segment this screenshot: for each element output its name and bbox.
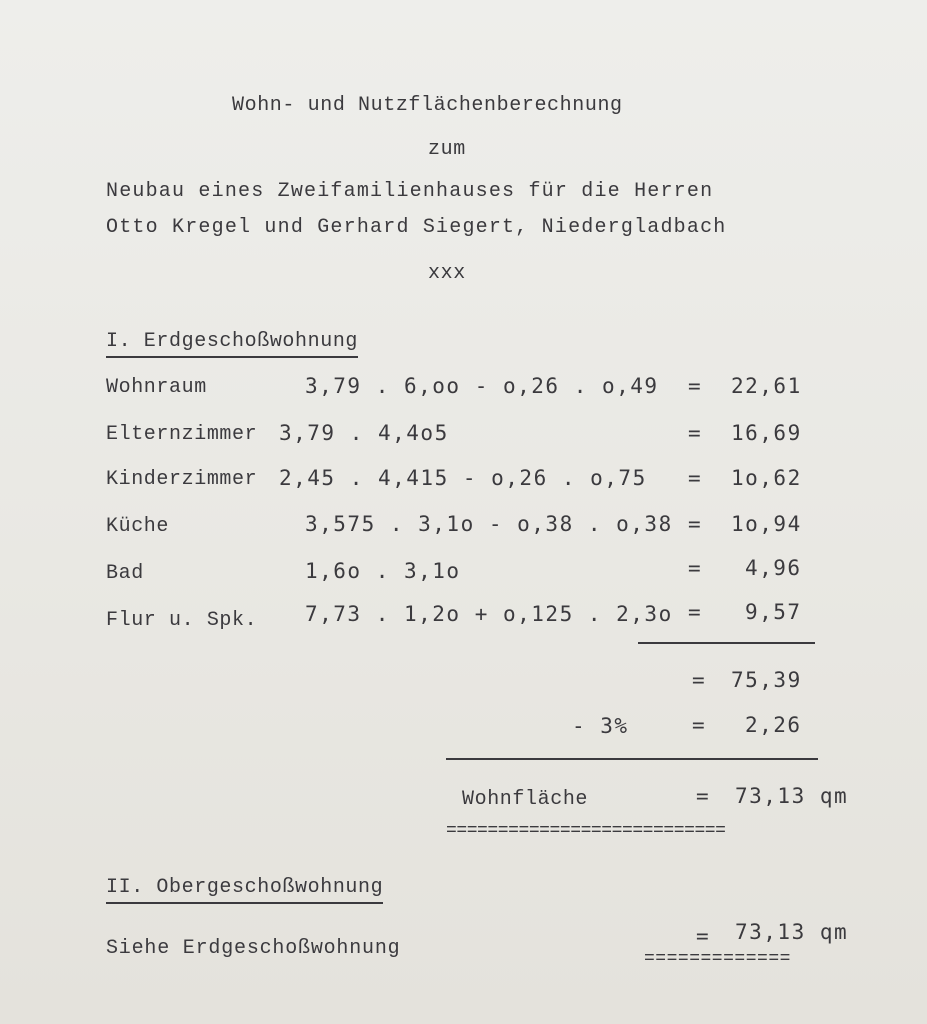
room-formula: 2,45 . 4,415 - o,26 . o,75 — [279, 466, 647, 490]
result-equals: = — [696, 784, 711, 808]
section2-double-underline: ============= — [644, 949, 791, 969]
deduction-equals: = — [692, 713, 707, 737]
section2-equals: = — [696, 924, 711, 948]
result-value: 73,13 qm — [735, 784, 849, 808]
room-name: Flur u. Spk. — [106, 609, 258, 632]
room-area: 16,69 — [731, 421, 802, 445]
title-connector: zum — [428, 138, 466, 161]
room-name: Bad — [106, 562, 144, 585]
result-label: Wohnfläche — [462, 788, 589, 811]
project-line-1: Neubau eines Zweifamilienhauses für die Herren — [106, 180, 714, 203]
room-area: 22,61 — [731, 374, 802, 398]
document-title: Wohn- und Nutzflächenberechnung — [232, 94, 623, 117]
room-area: 1o,62 — [731, 466, 802, 490]
section2-result: 73,13 qm — [735, 920, 849, 944]
project-line-2: Otto Kregel und Gerhard Siegert, Niedergladbach — [106, 216, 727, 239]
deduction-label: - 3% — [572, 714, 629, 738]
room-name: Elternzimmer — [106, 423, 258, 446]
section1-heading: I. Erdgeschoßwohnung — [106, 330, 358, 358]
result-double-underline: =========================== — [446, 821, 726, 841]
separator-mark: xxx — [428, 262, 466, 285]
room-equals: = — [688, 600, 703, 624]
room-formula: 3,79 . 4,4o5 — [279, 421, 449, 445]
room-formula: 7,73 . 1,2o + o,125 . 2,3o — [305, 602, 673, 626]
room-name: Wohnraum — [106, 376, 207, 399]
sum-value: 75,39 — [731, 668, 802, 692]
room-area: 4,96 — [745, 556, 802, 580]
section2-heading: II. Obergeschoßwohnung — [106, 876, 383, 904]
room-name: Küche — [106, 515, 170, 538]
section2-text: Siehe Erdgeschoßwohnung — [106, 937, 401, 960]
room-equals: = — [688, 421, 703, 445]
room-name: Kinderzimmer — [106, 468, 258, 491]
room-area: 9,57 — [745, 600, 802, 624]
room-equals: = — [688, 466, 703, 490]
room-equals: = — [688, 512, 703, 536]
room-equals: = — [688, 374, 703, 398]
room-formula: 3,575 . 3,1o - o,38 . o,38 — [305, 512, 673, 536]
room-area: 1o,94 — [731, 512, 802, 536]
room-equals: = — [688, 556, 703, 580]
deduction-value: 2,26 — [745, 713, 802, 737]
subtotal-rule — [638, 642, 815, 644]
room-formula: 1,6o . 3,1o — [305, 559, 461, 583]
total-rule — [446, 758, 818, 760]
room-formula: 3,79 . 6,oo - o,26 . o,49 — [305, 374, 659, 398]
sum-equals: = — [692, 668, 707, 692]
